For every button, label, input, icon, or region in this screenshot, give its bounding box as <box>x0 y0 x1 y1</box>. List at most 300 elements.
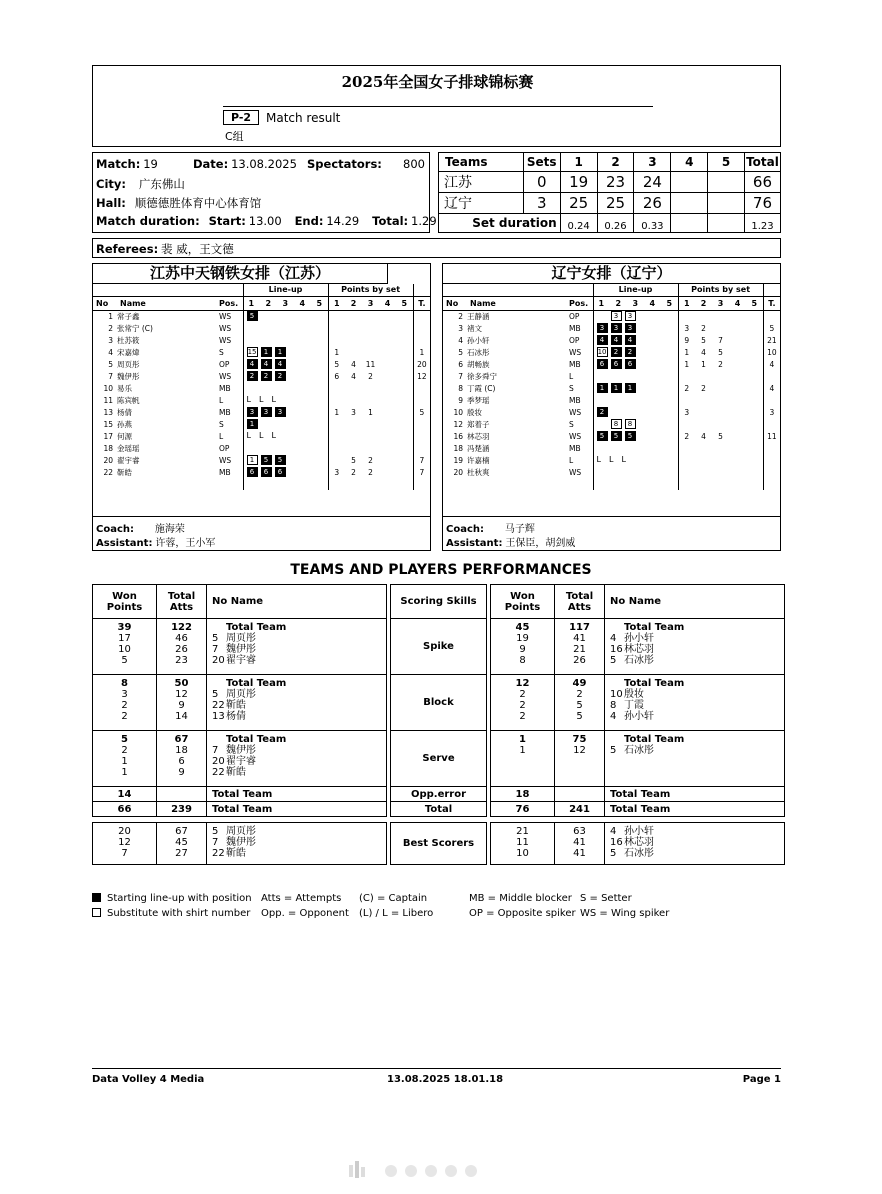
perf-player-number: 13 <box>212 711 225 722</box>
perf-name-line <box>212 837 386 848</box>
player-points-set <box>328 418 345 430</box>
player-number: 10 <box>453 407 463 417</box>
perf-value-line: 2 <box>121 745 128 756</box>
perf-player-name: 周页彤 <box>226 826 256 837</box>
player-total: 3 <box>763 406 780 418</box>
result-header-set4: 4 <box>671 153 708 172</box>
perf-name-line <box>610 700 784 711</box>
player-name: 杨倩 <box>117 407 132 417</box>
player-number: 10 <box>103 383 113 393</box>
player-position: OP <box>219 443 230 453</box>
player-points-set <box>695 394 712 406</box>
player-points-set <box>695 370 712 382</box>
player-points-set: 2 <box>718 359 723 369</box>
player-points-set <box>746 442 763 454</box>
col-pos: Pos. <box>569 296 593 310</box>
team-b-staff <box>443 516 780 551</box>
perf-name-line <box>610 745 784 756</box>
legend-text: OP = Opposite spiker <box>469 908 576 919</box>
legend-text: (C) = Captain <box>359 893 428 904</box>
player-points-set <box>362 310 379 322</box>
perf-value-line: 2 <box>519 689 526 700</box>
col-points-set: 3 <box>712 296 729 310</box>
perf-skill-row <box>491 619 785 675</box>
player-name: 翟宇睿 <box>117 455 140 465</box>
starting-position-badge: 4 <box>247 359 258 369</box>
player-points-set <box>746 430 763 442</box>
starting-position-badge: 3 <box>275 407 286 417</box>
perf-won-cell <box>491 675 555 731</box>
starting-position-badge: 6 <box>247 467 258 477</box>
player-points-set <box>678 370 695 382</box>
player-points-set <box>379 322 396 334</box>
player-points-set <box>345 442 362 454</box>
player-row <box>443 370 780 382</box>
perf-player-name: 孙小轩 <box>624 633 654 644</box>
player-row <box>93 430 430 442</box>
filler-cell <box>678 478 695 490</box>
col-no: No <box>93 296 117 310</box>
player-points-set: 2 <box>351 467 356 477</box>
player-points-set <box>712 370 729 382</box>
duration-label: Match duration: <box>96 214 200 228</box>
perf-player-number: 7 <box>212 644 219 655</box>
perf-player-number: 10 <box>610 689 623 700</box>
perf-name-line <box>610 711 784 722</box>
player-number: 13 <box>103 407 113 417</box>
perf-player-name: 林芯羽 <box>624 644 654 655</box>
player-name: 林芯羽 <box>467 431 490 441</box>
player-points-set <box>362 346 379 358</box>
starting-position-badge: 5 <box>625 431 636 441</box>
player-position: WS <box>219 455 232 465</box>
assistant-label: Assistant: <box>96 538 153 549</box>
starting-position-badge: 3 <box>597 323 608 333</box>
perf-skill-row <box>93 731 387 787</box>
player-lineup <box>243 370 328 382</box>
player-position: L <box>569 371 574 381</box>
perf-value-line: 12 <box>175 689 188 700</box>
perf-player-name: 靳皓 <box>226 848 246 859</box>
perf-name-line <box>212 700 386 711</box>
player-points-set <box>379 430 396 442</box>
player-points-set <box>729 430 746 442</box>
perf-value-line: 9 <box>178 700 185 711</box>
set-duration-value <box>671 214 708 233</box>
player-points-set: 2 <box>678 430 695 442</box>
player-lineup <box>243 430 328 442</box>
perf-header-won: Won Points <box>491 585 555 619</box>
player-points-set: 1 <box>701 359 706 369</box>
player-points-set <box>362 418 379 430</box>
starting-position-badge: 4 <box>611 335 622 345</box>
team-b-roster <box>443 284 780 490</box>
perf-player-name: 翟宇睿 <box>226 756 256 767</box>
perf-value-line: 5 <box>121 734 128 745</box>
player-points-set <box>712 418 729 430</box>
player-points-set: 4 <box>351 359 356 369</box>
filler-cell <box>93 478 117 490</box>
player-lineup <box>593 454 678 466</box>
perf-value-line: 1 <box>519 745 526 756</box>
perf-skill-name: Spike <box>391 619 487 675</box>
perf-total-name: Total Team <box>207 802 387 817</box>
roster-header-blank <box>413 284 430 296</box>
substitute-badge: 8 <box>625 419 636 429</box>
player-name: 丁霞 (C) <box>467 383 496 393</box>
team-a-box <box>92 263 431 551</box>
city-value: 广东佛山 <box>138 177 185 191</box>
player-lineup <box>593 382 678 394</box>
player-lineup <box>243 442 328 454</box>
result-table <box>438 152 781 233</box>
perf-player-name: 石冰彤 <box>624 655 654 666</box>
player-number: 16 <box>453 431 463 441</box>
player-points-set <box>746 334 763 346</box>
perf-best-row <box>491 823 785 865</box>
perf-name-line <box>212 711 386 722</box>
page-title: 2025年全国女子排球锦标赛 <box>341 73 534 91</box>
perf-player-name: 丁霞 <box>624 700 644 711</box>
filler-cell <box>746 478 763 490</box>
player-points-set <box>712 466 729 478</box>
perf-player-name: 翟宇睿 <box>226 655 256 666</box>
libero-marker: L <box>621 455 626 464</box>
perf-total-label: Total <box>391 802 487 817</box>
player-number: 20 <box>103 455 113 465</box>
perf-opp-error-name: Total Team <box>207 787 387 802</box>
result-total: 66 <box>744 172 780 193</box>
player-total <box>413 310 430 322</box>
filler-cell <box>396 478 413 490</box>
perf-player-number: 22 <box>212 700 225 711</box>
perf-names-cell <box>207 731 387 787</box>
legend-text: Opp. = Opponent <box>261 908 349 919</box>
coach-label: Coach: <box>96 524 135 535</box>
player-points-set <box>695 454 712 466</box>
player-points-set <box>345 322 362 334</box>
perf-player-number: 22 <box>212 848 225 859</box>
player-lineup <box>593 442 678 454</box>
col-total: T. <box>763 296 780 310</box>
total-value: 1.29 <box>411 214 437 228</box>
substitute-badge: 8 <box>611 419 622 429</box>
player-points-set <box>678 418 695 430</box>
player-points-set <box>379 382 396 394</box>
perf-player-name: 孙小轩 <box>624 826 654 837</box>
perf-won-cell <box>491 619 555 675</box>
player-lineup <box>243 322 328 334</box>
player-number: 17 <box>103 431 113 441</box>
perf-player-number: 4 <box>610 711 617 722</box>
team-b-coach: 马子辉 <box>504 524 535 535</box>
player-points-set <box>695 418 712 430</box>
player-points-set <box>396 418 413 430</box>
lineup-set-number: 4 <box>649 298 656 308</box>
end-value: 14.29 <box>326 214 360 228</box>
player-number: 3 <box>108 335 113 345</box>
player-position: MB <box>569 443 581 453</box>
perf-names-cell <box>605 731 785 787</box>
starting-position-badge: 6 <box>611 359 622 369</box>
perf-name-line <box>212 633 386 644</box>
player-number: 2 <box>108 323 113 333</box>
player-points-set <box>328 382 345 394</box>
result-sets: 3 <box>523 193 560 214</box>
perf-value-line: 2 <box>121 700 128 711</box>
perf-names-cell <box>605 619 785 675</box>
perf-header-name: No Name <box>605 585 785 619</box>
player-name: 徐多舜宁 <box>467 371 497 381</box>
player-name: 常子鑫 <box>117 311 140 321</box>
roster-group-header <box>443 284 780 296</box>
match-number: 19 <box>143 157 158 171</box>
perf-won-cell <box>93 619 157 675</box>
perf-name-line <box>610 767 784 778</box>
player-number: 4 <box>458 335 463 345</box>
starting-position-badge: 4 <box>261 359 272 369</box>
player-number: 5 <box>458 347 463 357</box>
perf-header-row <box>93 585 387 619</box>
col-name: Name <box>467 296 569 310</box>
result-total: 76 <box>744 193 780 214</box>
player-name: 陈宾帆 <box>117 395 140 405</box>
perf-value-line: 49 <box>572 678 587 689</box>
player-lineup <box>243 358 328 370</box>
player-points-set <box>396 406 413 418</box>
perf-skill-row <box>491 731 785 787</box>
doc-code: P-2 <box>223 110 259 125</box>
perf-best-row <box>391 823 487 865</box>
perf-atts-cell <box>555 675 605 731</box>
perf-opp-error-label: Opp.error <box>391 787 487 802</box>
player-name: 张常宁 (C) <box>117 323 153 333</box>
col-pos: Pos. <box>219 296 243 310</box>
perf-skill-row <box>491 675 785 731</box>
substitute-badge: 15 <box>247 348 257 356</box>
player-points-set: 1 <box>328 346 345 358</box>
total-label: Total: <box>372 214 409 228</box>
perf-best-names <box>605 823 785 865</box>
team-a-staff <box>93 516 430 551</box>
spectators-label: Spectators: <box>307 157 382 171</box>
filler-cell <box>712 478 729 490</box>
perf-skill-row <box>93 619 387 675</box>
perf-player-name: 魏伊彤 <box>226 837 256 848</box>
player-points-set: 5 <box>718 431 723 441</box>
perf-value-line: 26 <box>573 655 586 666</box>
result-set-score <box>671 193 708 214</box>
referees-row <box>96 241 234 257</box>
roster-header-blank <box>443 284 593 296</box>
player-position: MB <box>569 359 581 369</box>
player-row <box>443 358 780 370</box>
perf-value-line: 75 <box>572 734 587 745</box>
player-position: S <box>219 347 224 357</box>
player-points-set <box>746 322 763 334</box>
player-lineup <box>593 346 678 358</box>
header-box <box>92 65 781 147</box>
player-points-set <box>712 406 729 418</box>
player-points-set <box>328 430 345 442</box>
player-points-set <box>746 382 763 394</box>
perf-best-label: Best Scorers <box>391 823 487 865</box>
filler-cell <box>243 478 328 490</box>
perf-player-number: 5 <box>610 655 617 666</box>
roster-column-header <box>93 296 430 310</box>
perf-value-line: 45 <box>515 622 530 633</box>
player-points-set <box>746 418 763 430</box>
perf-value-line: 27 <box>175 848 188 859</box>
perf-value-line: 3 <box>121 689 128 700</box>
perf-skills <box>390 584 487 865</box>
player-points-set <box>746 454 763 466</box>
player-points-set <box>379 466 396 478</box>
city-label: City: <box>96 177 126 191</box>
spectators-value: 800 <box>403 157 425 171</box>
col-lineup-sets <box>593 296 678 310</box>
player-total <box>413 334 430 346</box>
player-name: 石冰彤 <box>467 347 490 357</box>
perf-value-line: 46 <box>175 633 188 644</box>
legend-col-5 <box>580 893 669 923</box>
player-points-set <box>379 406 396 418</box>
legend-col-1 <box>92 893 252 923</box>
perf-value-line: 20 <box>118 826 131 837</box>
filler-cell <box>443 478 467 490</box>
perf-opp-error-row <box>491 787 785 802</box>
perf-name-line <box>212 848 386 859</box>
player-points-set <box>746 370 763 382</box>
player-number: 9 <box>458 395 463 405</box>
starting-position-badge: 1 <box>275 347 286 357</box>
player-position: WS <box>569 467 582 477</box>
player-points-set <box>729 442 746 454</box>
perf-value-line: 21 <box>516 826 529 837</box>
set-duration-value: 0.26 <box>597 214 634 233</box>
col-points-set: 4 <box>379 296 396 310</box>
player-points-set: 3 <box>328 466 345 478</box>
player-points-set: 4 <box>701 347 706 357</box>
starting-position-badge: 3 <box>247 407 258 417</box>
legend-text: Atts = Attempts <box>261 893 342 904</box>
lineup-set-number: 2 <box>615 298 622 308</box>
player-points-set <box>379 394 396 406</box>
player-points-set <box>746 394 763 406</box>
player-number: 12 <box>453 419 463 429</box>
starting-position-badge: 6 <box>275 467 286 477</box>
player-points-set <box>729 370 746 382</box>
player-lineup <box>243 454 328 466</box>
perf-header-row <box>391 585 487 619</box>
player-name: 殷妆 <box>467 407 482 417</box>
player-points-set: 4 <box>351 371 356 381</box>
perf-atts-cell <box>157 619 207 675</box>
starting-position-badge: 6 <box>261 467 272 477</box>
perf-value-line: 5 <box>576 711 583 722</box>
perf-player-number: 16 <box>610 644 623 655</box>
filler-cell <box>763 478 780 490</box>
player-total: 1 <box>413 346 430 358</box>
starting-position-badge: 5 <box>261 455 272 465</box>
libero-marker: L <box>259 431 264 440</box>
perf-player-name: 靳皓 <box>226 700 246 711</box>
col-name: Name <box>117 296 219 310</box>
player-points-set <box>712 382 729 394</box>
player-points-set <box>396 310 413 322</box>
player-row <box>93 394 430 406</box>
player-points-set <box>729 346 746 358</box>
player-number: 18 <box>103 443 113 453</box>
player-name: 郑着子 <box>467 419 490 429</box>
player-row <box>93 370 430 382</box>
substitute-badge: 3 <box>611 311 622 321</box>
player-points-set <box>379 418 396 430</box>
starting-position-badge: 1 <box>625 383 636 393</box>
starting-position-badge: 2 <box>275 371 286 381</box>
perf-player-name: Total Team <box>226 622 287 633</box>
lineup-header: Line-up <box>243 284 328 296</box>
perf-total-atts: 241 <box>555 802 605 817</box>
perf-skill-row <box>391 731 487 787</box>
legend-text: MB = Middle blocker <box>469 893 572 904</box>
perf-opp-error-row <box>391 787 487 802</box>
perf-value-line: 63 <box>573 826 586 837</box>
roster-header-blank <box>763 284 780 296</box>
referees-value: 裴 威，王文德 <box>161 242 234 256</box>
perf-opp-error-row <box>93 787 387 802</box>
player-row <box>93 310 430 322</box>
player-points-set <box>345 418 362 430</box>
perf-best-row <box>93 823 387 865</box>
perf-name-line <box>610 734 784 745</box>
lineup-set-number: 3 <box>282 298 289 308</box>
filler-cell <box>593 478 678 490</box>
perf-value-line: 23 <box>175 655 188 666</box>
perf-name-line <box>212 767 386 778</box>
player-points-set: 9 <box>678 334 695 346</box>
city-row <box>96 176 185 192</box>
legend-text: WS = Wing spiker <box>580 908 670 919</box>
set-duration-value: 0.24 <box>560 214 597 233</box>
player-total <box>763 418 780 430</box>
perf-value-line: 41 <box>573 837 586 848</box>
player-points-set <box>712 454 729 466</box>
result-set-score: 25 <box>560 193 597 214</box>
player-total: 5 <box>413 406 430 418</box>
player-points-set: 1 <box>368 407 373 417</box>
player-lineup <box>243 310 328 322</box>
team-a-coach: 施海荣 <box>154 524 185 535</box>
perf-opp-error-won: 14 <box>93 787 157 802</box>
col-points-set: 2 <box>345 296 362 310</box>
player-lineup <box>593 334 678 346</box>
perf-player-name: 魏伊彤 <box>226 745 256 756</box>
team-b-assistant: 王保臣，胡剑威 <box>505 538 576 549</box>
player-position: OP <box>219 359 230 369</box>
end-label: End: <box>294 214 324 228</box>
player-points-set <box>729 466 746 478</box>
set-duration-value: 0.33 <box>634 214 671 233</box>
player-total <box>763 442 780 454</box>
result-header-sets: Sets <box>523 153 560 172</box>
player-points-set: 11 <box>365 359 376 369</box>
perf-player-number: 5 <box>610 848 617 859</box>
starting-position-badge: 3 <box>625 323 636 333</box>
libero-marker: L <box>246 431 251 440</box>
player-points-set <box>695 466 712 478</box>
player-points-set <box>746 358 763 370</box>
